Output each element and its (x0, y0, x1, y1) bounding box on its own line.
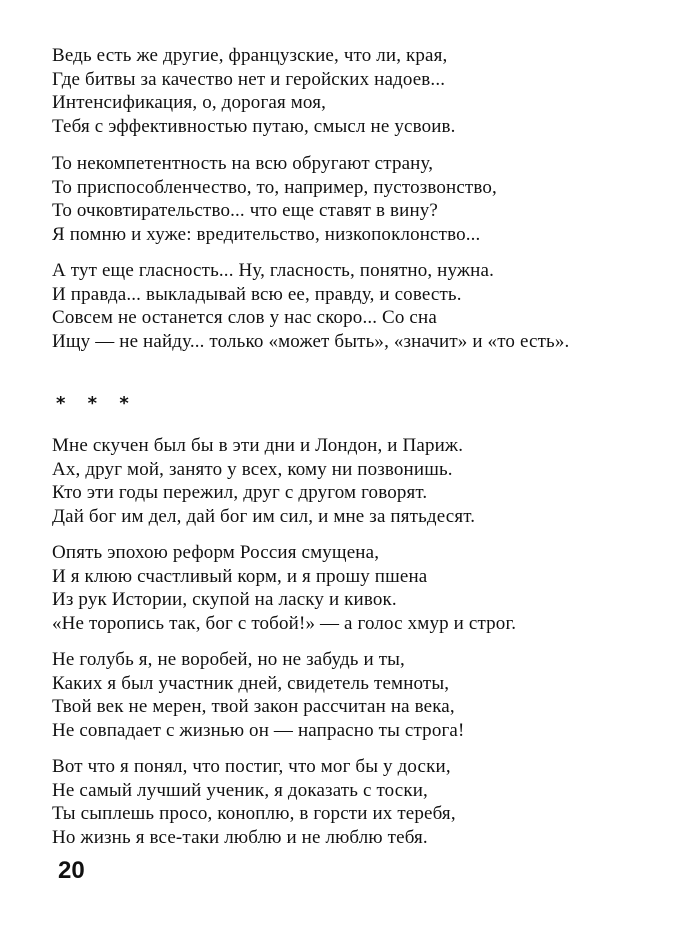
verse-line: То некомпетентность на всю обругают страну, (52, 153, 434, 174)
verse-line: И правда... выкладывай всю ее, правду, и совесть. (52, 283, 462, 305)
verse-line: Не голубь я, не воробей, но не забудь и ты, (52, 649, 405, 670)
verse-line: Опять эпохою реформ Россия смущена, (52, 542, 380, 563)
verse-line: И я клюю счастливый корм, и я прошу пшена (52, 565, 428, 587)
stanza-6 (52, 648, 652, 742)
verse-line: Интенсификация, о, дорогая моя, (52, 92, 327, 113)
verse-line: Я помню и хуже: вредительство, низкопоклонство... (52, 223, 481, 245)
stanza-5 (52, 541, 652, 635)
verse-line: Ищу — не найду... только «может быть», «значит» и «то есть». (52, 330, 570, 352)
verse-line: Но жизнь я все-таки люблю и не люблю тебя. (52, 826, 428, 848)
stanza-1 (52, 44, 652, 138)
verse-line: Тебя с эффективностью путаю, смысл не усвоив. (52, 115, 456, 137)
verse-line: Ах, друг мой, занято у всех, кому ни позвонишь. (52, 458, 453, 480)
verse-line: «Не торопись так, бог с тобой!» — а голос хмур и строг. (52, 612, 517, 634)
verse-line: Мне скучен был бы в эти дни и Лондон, и Париж. (52, 435, 464, 456)
verse-line: То очковтирательство... что еще ставят в вину? (52, 200, 439, 221)
stanza-4 (52, 434, 652, 528)
stanza-3 (52, 259, 652, 353)
verse-line: Кто эти годы пережил, друг с другом говорят. (52, 482, 428, 503)
section-separator: * * * (56, 393, 137, 414)
stanza-7 (52, 755, 652, 849)
verse-line: Дай бог им дел, дай бог им сил, и мне за пятьдесят. (52, 505, 476, 527)
verse-line: Ведь есть же другие, французские, что ли, края, (52, 45, 448, 66)
page-number: 20 (58, 857, 85, 884)
verse-line: Из рук Истории, скупой на ласку и кивок. (52, 589, 397, 610)
verse-line: Совсем не останется слов у нас скоро... Со сна (52, 307, 437, 328)
verse-line: Где битвы за качество нет и геройских надоев... (52, 68, 446, 90)
verse-line: Не совпадает с жизнью он — напрасно ты строга! (52, 719, 465, 741)
verse-line: А тут еще гласность... Ну, гласность, понятно, нужна. (52, 260, 494, 281)
verse-line: Каких я был участник дней, свидетель темноты, (52, 672, 450, 694)
verse-line: То приспособленчество, то, например, пустозвонство, (52, 176, 497, 198)
verse-line: Вот что я понял, что постиг, что мог бы у доски, (52, 756, 451, 777)
stanza-2 (52, 152, 652, 246)
verse-line: Ты сыплешь просо, коноплю, в горсти их теребя, (52, 803, 456, 824)
verse-line: Твой век не мерен, твой закон рассчитан на века, (52, 696, 455, 717)
verse-line: Не самый лучший ученик, я доказать с тоски, (52, 779, 428, 801)
